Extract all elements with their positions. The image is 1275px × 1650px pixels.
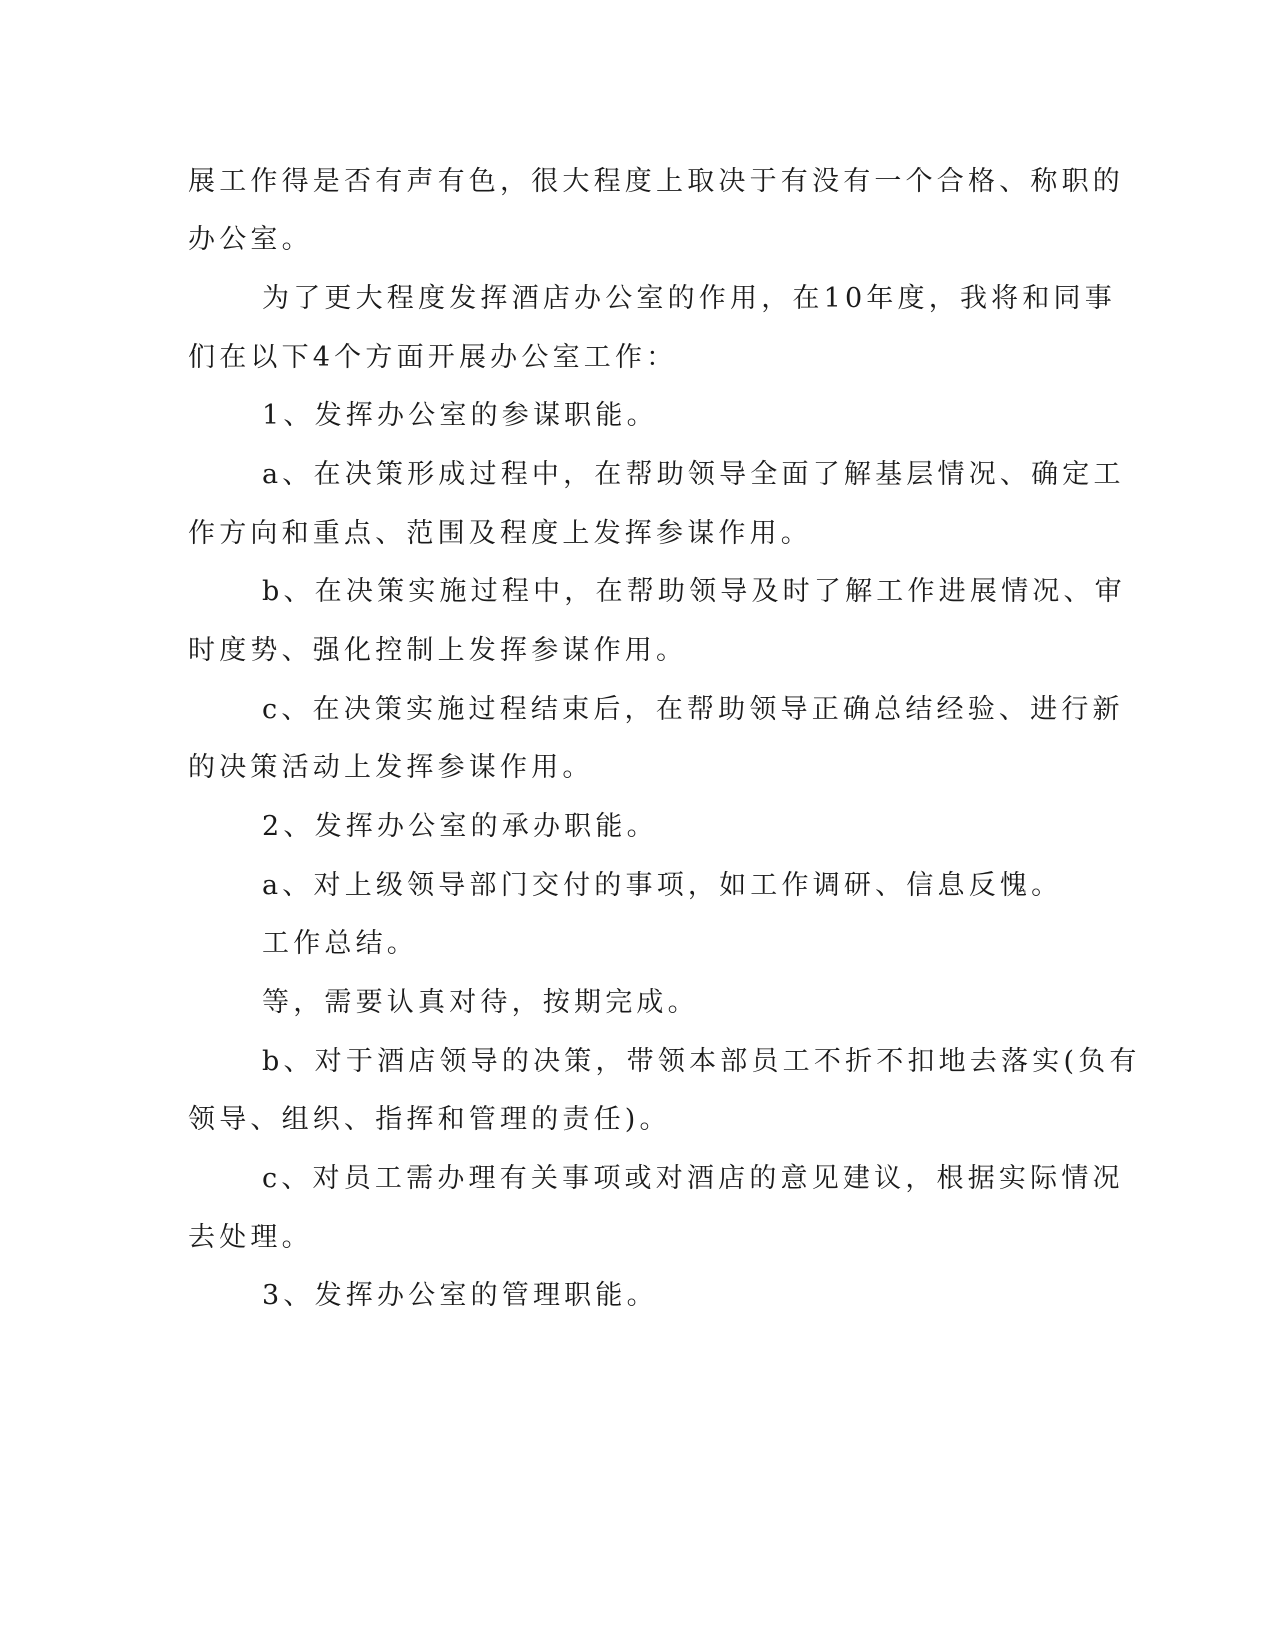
paragraph-line: b、对于酒店领导的决策，带领本部员工不折不扣地去落实(负有 [262, 1046, 1141, 1077]
paragraph-line: a、对上级领导部门交付的事项，如工作调研、信息反愧。 [262, 870, 1063, 901]
paragraph-line: 为了更大程度发挥酒店办公室的作用，在10年度，我将和同事 [262, 283, 1116, 314]
paragraph-line: b、在决策实施过程中，在帮助领导及时了解工作进展情况、审 [262, 576, 1126, 607]
paragraph-line: c、对员工需办理有关事项或对酒店的意见建议，根据实际情况 [262, 1163, 1124, 1194]
paragraph-line: 办公室。 [188, 224, 313, 255]
paragraph-line: 的决策活动上发挥参谋作用。 [188, 752, 594, 783]
paragraph-line: 去处理。 [188, 1222, 313, 1253]
paragraph-line: 等，需要认真对待，按期完成。 [262, 987, 699, 1018]
paragraph-line: 领导、组织、指挥和管理的责任)。 [188, 1104, 671, 1135]
section-heading: 1、发挥办公室的参谋职能。 [262, 400, 658, 431]
paragraph-line: 作方向和重点、范围及程度上发挥参谋作用。 [188, 518, 812, 549]
paragraph-line: a、在决策形成过程中，在帮助领导全面了解基层情况、确定工 [262, 459, 1125, 490]
paragraph-line: 们在以下4个方面开展办公室工作： [188, 342, 678, 373]
paragraph-line: 展工作得是否有声有色，很大程度上取决于有没有一个合格、称职的 [188, 166, 1124, 197]
section-heading: 2、发挥办公室的承办职能。 [262, 811, 658, 842]
paragraph-line: c、在决策实施过程结束后，在帮助领导正确总结经验、进行新 [262, 694, 1124, 725]
section-heading: 3、发挥办公室的管理职能。 [262, 1280, 658, 1311]
paragraph-line: 时度势、强化控制上发挥参谋作用。 [188, 635, 688, 666]
paragraph-line: 工作总结。 [262, 928, 418, 959]
